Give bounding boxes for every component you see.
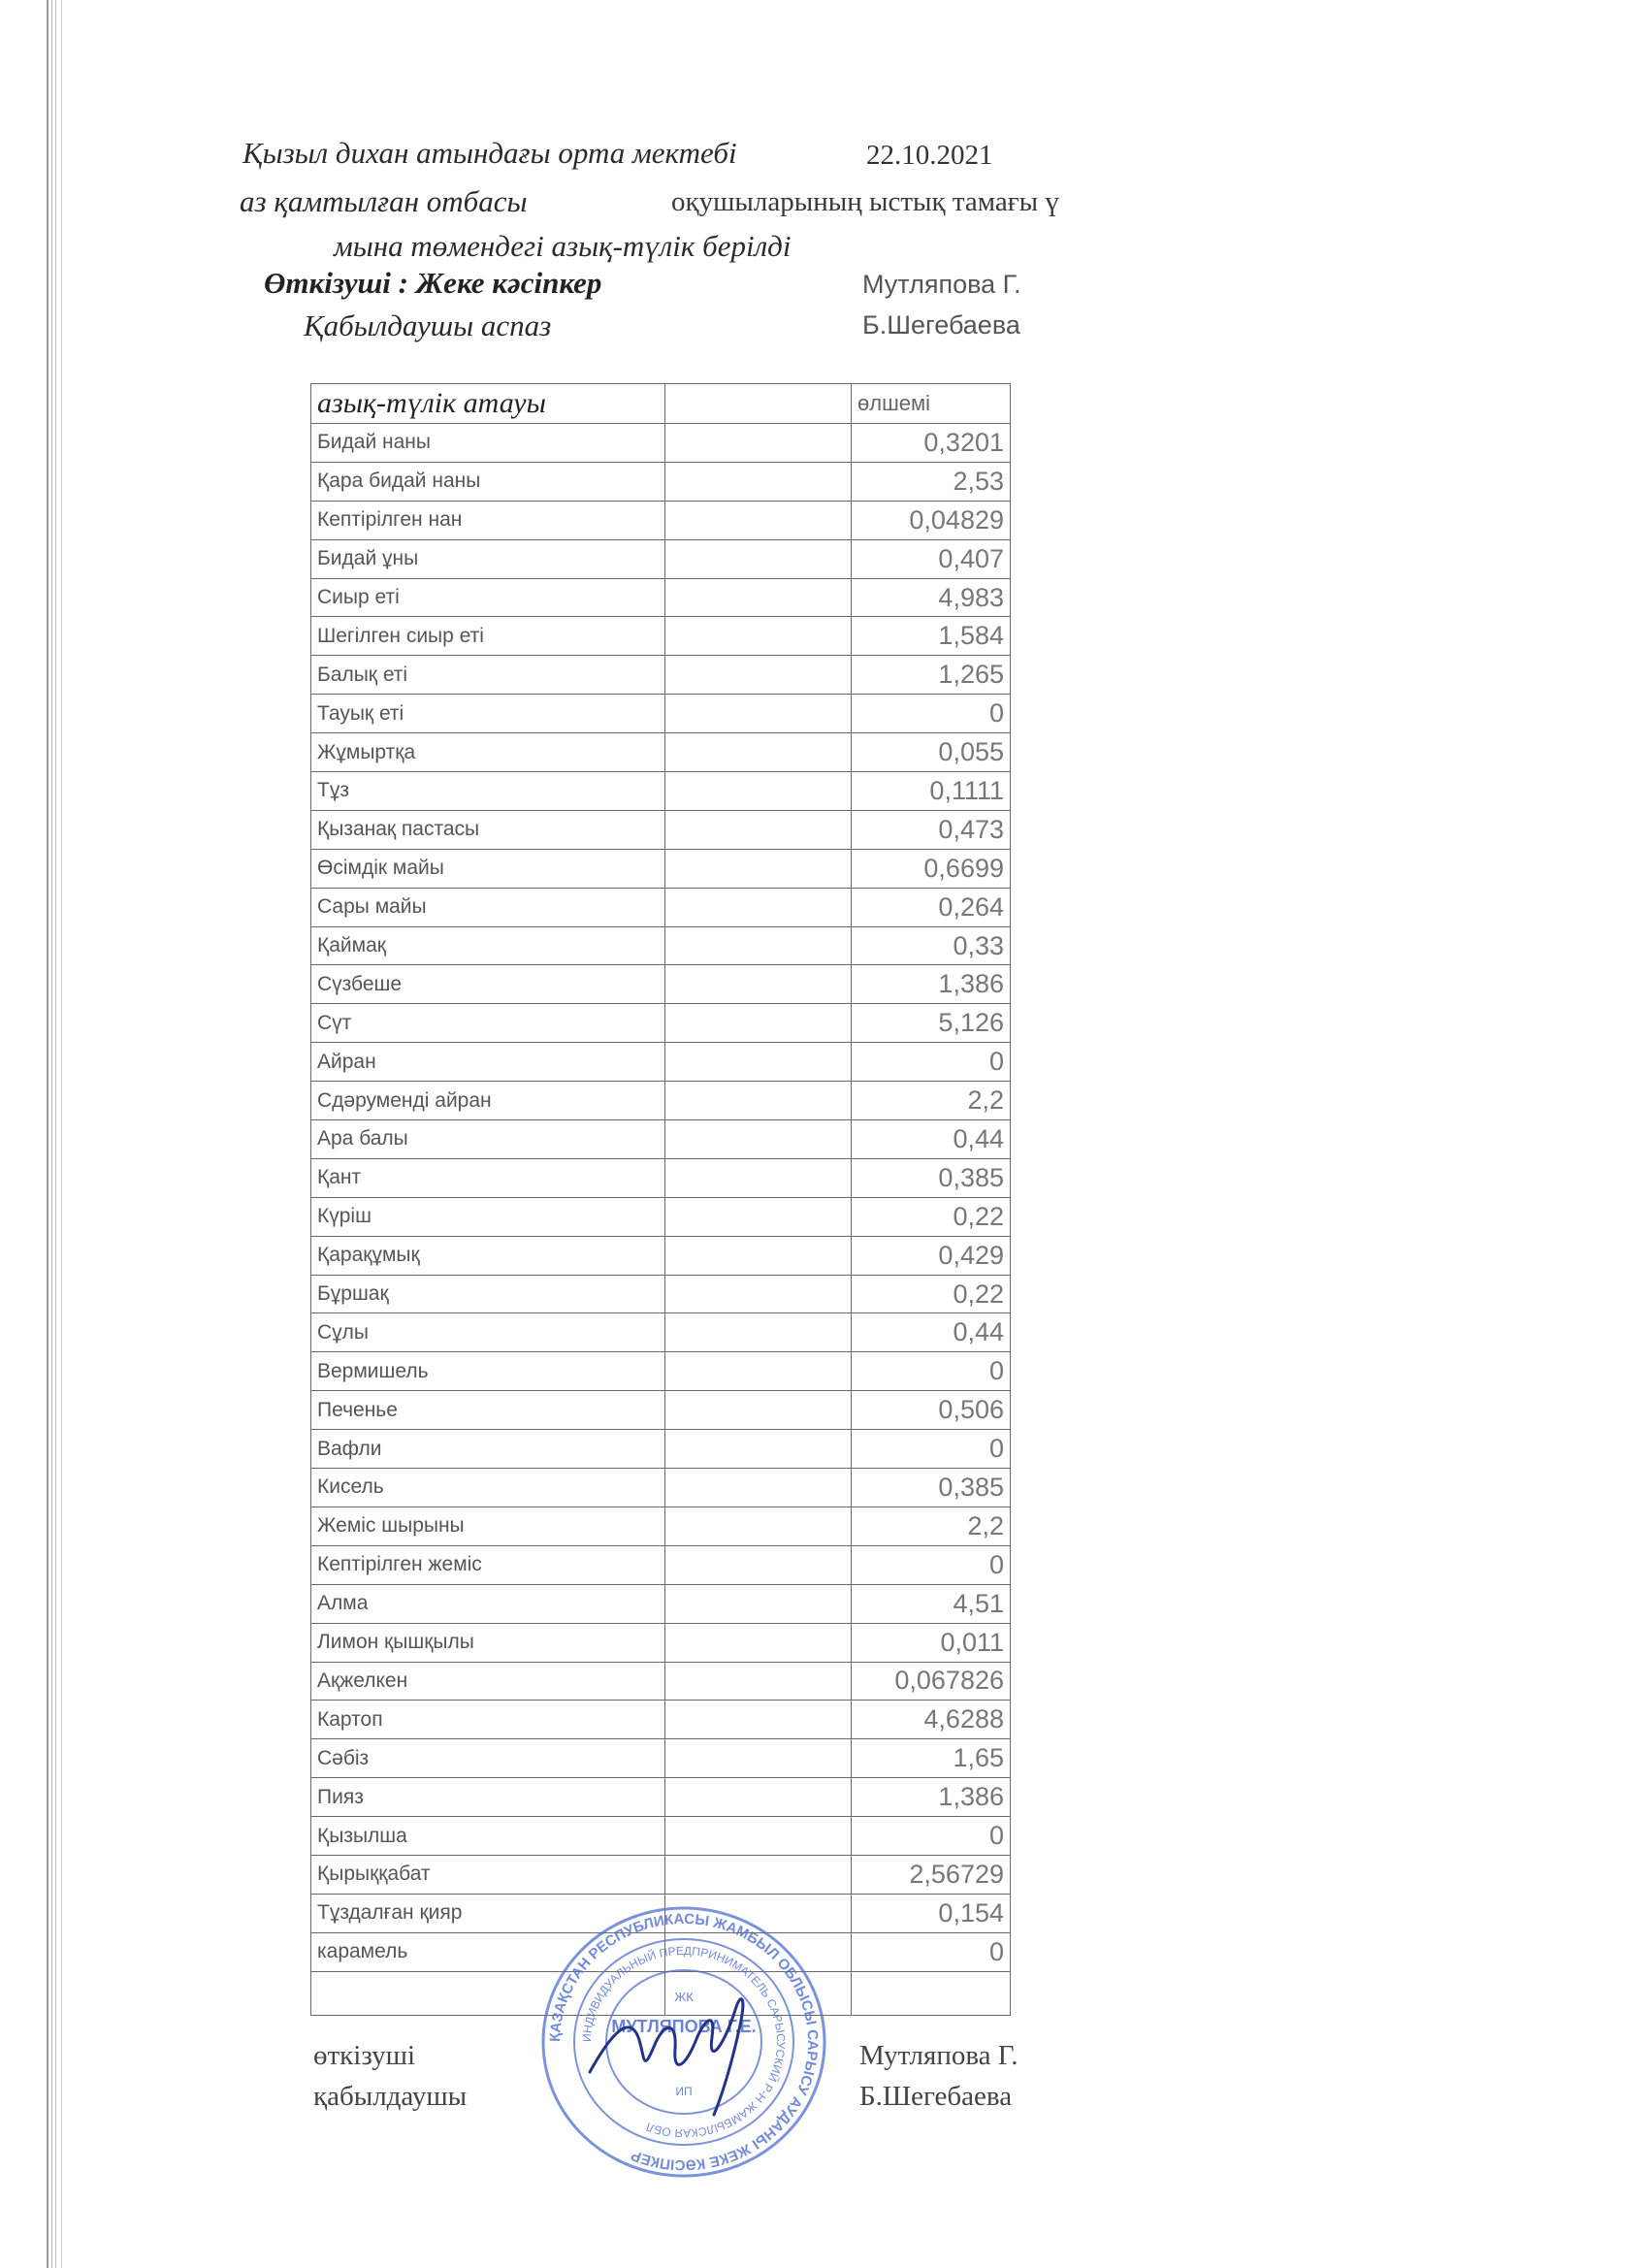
table-row <box>311 926 1011 965</box>
item-name: Алма <box>311 1584 665 1623</box>
table-row <box>311 424 1011 463</box>
school-title: Қызыл дихан атындағы орта мектебі <box>242 136 737 170</box>
food-items-table <box>310 383 1011 2016</box>
table-row <box>311 1430 1011 1469</box>
table-row <box>311 1197 1011 1236</box>
footer-supplier-name: Мутляпова Г. <box>859 2040 1018 2071</box>
empty-cell <box>665 1739 852 1778</box>
item-name: Жұмыртқа <box>311 733 665 772</box>
empty-cell <box>665 656 852 695</box>
receiver-name: Б.Шегебаева <box>862 310 1020 340</box>
item-name: Қант <box>311 1158 665 1197</box>
empty-cell <box>665 849 852 888</box>
item-value: 0,04829 <box>852 501 1011 539</box>
empty-cell <box>665 1352 852 1391</box>
item-name: Сары майы <box>311 888 665 926</box>
table-header-row <box>311 384 1011 424</box>
empty-cell <box>665 424 852 463</box>
item-name: Лимон қышқылы <box>311 1623 665 1662</box>
empty-cell <box>665 1236 852 1275</box>
table-row <box>311 849 1011 888</box>
table-row <box>311 1120 1011 1159</box>
header-line2-rest: оқушыларының ыстық тамағы ү <box>671 186 1059 217</box>
item-value: 1,584 <box>852 617 1011 656</box>
empty-cell <box>665 1120 852 1159</box>
column-header-name: азық-түлік атауы <box>311 384 665 424</box>
empty-cell <box>665 1043 852 1082</box>
item-name: Вермишель <box>311 1352 665 1391</box>
item-name: Балық еті <box>311 656 665 695</box>
item-value: 0,22 <box>852 1275 1011 1313</box>
table-row <box>311 1855 1011 1894</box>
item-value: 0,22 <box>852 1197 1011 1236</box>
item-value: 0,407 <box>852 539 1011 578</box>
empty-cell <box>665 1662 852 1701</box>
empty-cell <box>665 1004 852 1043</box>
empty-cell <box>665 578 852 617</box>
item-value: 0,33 <box>852 926 1011 965</box>
empty-cell <box>665 772 852 811</box>
item-name: Қаймақ <box>311 926 665 965</box>
item-name: Сиыр еті <box>311 578 665 617</box>
item-value: 1,65 <box>852 1739 1011 1778</box>
footer-supplier-label: өткізуші <box>313 2040 416 2071</box>
item-value: 1,386 <box>852 1778 1011 1817</box>
table-row <box>311 1623 1011 1662</box>
table-row <box>311 1004 1011 1043</box>
table-row <box>311 1469 1011 1507</box>
empty-cell <box>665 1430 852 1469</box>
empty-cell <box>665 539 852 578</box>
item-name: Кептірілген нан <box>311 501 665 539</box>
table-row <box>311 1236 1011 1275</box>
empty-cell <box>665 1507 852 1545</box>
empty-cell <box>665 1817 852 1856</box>
item-name: Сәбіз <box>311 1739 665 1778</box>
item-value: 0,1111 <box>852 772 1011 811</box>
empty-cell <box>665 462 852 501</box>
stamp-outer-text: ҚАЗАҚСТАН РЕСПУБЛИКАСЫ ЖАМБЫЛ ОБЛЫСЫ САРЫСУ АУДАНЫ ЖЕКЕ КӘСІПКЕР <box>546 1910 822 2174</box>
item-value: 0,385 <box>852 1469 1011 1507</box>
column-header-measure: өлшемі <box>852 384 1011 424</box>
item-value: 0 <box>852 1932 1011 1971</box>
table-row <box>311 810 1011 849</box>
item-name: Шегілген сиыр еті <box>311 617 665 656</box>
item-name: Қырыққабат <box>311 1855 665 1894</box>
empty-cell <box>665 1855 852 1894</box>
item-name: Өсімдік майы <box>311 849 665 888</box>
empty-cell <box>665 1584 852 1623</box>
item-name: Пияз <box>311 1778 665 1817</box>
item-value: 0,385 <box>852 1158 1011 1197</box>
table-row <box>311 1778 1011 1817</box>
table-row <box>311 1391 1011 1430</box>
empty-cell <box>665 1197 852 1236</box>
empty-cell <box>665 1701 852 1739</box>
table-row <box>311 888 1011 926</box>
item-name: Ақжелкен <box>311 1662 665 1701</box>
stamp-bottom-mark: ИП <box>675 2085 693 2098</box>
item-name: Бұршақ <box>311 1275 665 1313</box>
table-row <box>311 656 1011 695</box>
table-row <box>311 1507 1011 1545</box>
item-name: Тұз <box>311 772 665 811</box>
empty-cell <box>665 501 852 539</box>
empty-cell <box>665 810 852 849</box>
table-row <box>311 501 1011 539</box>
item-value: 0,44 <box>852 1313 1011 1352</box>
item-name: Кисель <box>311 1469 665 1507</box>
item-value: 0,264 <box>852 888 1011 926</box>
item-name: Тұздалған қияр <box>311 1894 665 1932</box>
item-value: 0,154 <box>852 1894 1011 1932</box>
item-value: 0 <box>852 1430 1011 1469</box>
empty-cell <box>665 1391 852 1430</box>
stamp-inner-text: ИНДИВИДУАЛЬНЫЙ ПРЕДПРИНИМАТЕЛЬ САРЫСУСКИЙ Р-Н ЖАМБЫЛСКАЯ ОБЛ <box>579 1943 789 2141</box>
item-name: Күріш <box>311 1197 665 1236</box>
table-row <box>311 1275 1011 1313</box>
table-row <box>311 772 1011 811</box>
table-row <box>311 1662 1011 1701</box>
table-row <box>311 1082 1011 1120</box>
item-value: 0 <box>852 1043 1011 1082</box>
item-name: Ара балы <box>311 1120 665 1159</box>
table-row <box>311 539 1011 578</box>
empty-cell <box>665 1545 852 1584</box>
item-name: Сұлы <box>311 1313 665 1352</box>
table-row <box>311 578 1011 617</box>
table-row <box>311 1313 1011 1352</box>
empty-cell <box>665 926 852 965</box>
empty-cell <box>665 1469 852 1507</box>
table-row <box>311 965 1011 1004</box>
item-value: 0 <box>852 1352 1011 1391</box>
table-row <box>311 1545 1011 1584</box>
table-row <box>311 617 1011 656</box>
item-name: Қызылша <box>311 1817 665 1856</box>
empty-cell <box>665 733 852 772</box>
item-value: 1,386 <box>852 965 1011 1004</box>
round-seal-stamp <box>534 1901 834 2183</box>
item-value: 0,44 <box>852 1120 1011 1159</box>
table-row <box>311 695 1011 733</box>
table-row <box>311 1352 1011 1391</box>
receiver-label: Қабылдаушы аспаз <box>304 308 552 342</box>
item-value: 0 <box>852 695 1011 733</box>
item-name: карамель <box>311 1932 665 1971</box>
item-name: Қара бидай наны <box>311 462 665 501</box>
header-line3: мына төмендегі азық-түлік берілді <box>334 229 792 263</box>
stamp-center-name: МУТЛЯПОВА Г.Е. <box>611 2017 757 2036</box>
supplier-name: Мутляпова Г. <box>862 270 1021 299</box>
empty-cell <box>852 1971 1011 2015</box>
header-line2-italic: аз қамтылған отбасы <box>240 184 528 218</box>
table-row <box>311 733 1011 772</box>
table-row <box>311 1701 1011 1739</box>
item-name: Айран <box>311 1043 665 1082</box>
item-value: 0 <box>852 1817 1011 1856</box>
table-row <box>311 1817 1011 1856</box>
item-value: 1,265 <box>852 656 1011 695</box>
item-name: Картоп <box>311 1701 665 1739</box>
empty-cell <box>665 888 852 926</box>
stamp-top-mark: ЖК <box>674 1990 694 2004</box>
item-value: 2,2 <box>852 1507 1011 1545</box>
empty-cell <box>665 617 852 656</box>
table-row <box>311 1739 1011 1778</box>
item-name: Сдәруменді айран <box>311 1082 665 1120</box>
item-value: 4,6288 <box>852 1701 1011 1739</box>
empty-cell <box>665 1778 852 1817</box>
item-name: Вафли <box>311 1430 665 1469</box>
table-row <box>311 1158 1011 1197</box>
empty-cell <box>665 1082 852 1120</box>
item-name: Сүзбеше <box>311 965 665 1004</box>
supplier-label: Өткізуші : Жеке кәсіпкер <box>264 266 602 300</box>
empty-cell <box>665 1158 852 1197</box>
item-value: 5,126 <box>852 1004 1011 1043</box>
table-row <box>311 1043 1011 1082</box>
item-name: Кептірілген жеміс <box>311 1545 665 1584</box>
item-value: 2,56729 <box>852 1855 1011 1894</box>
column-header-empty <box>665 384 852 424</box>
document-date: 22.10.2021 <box>866 140 993 171</box>
item-value: 0,473 <box>852 810 1011 849</box>
table-row <box>311 1584 1011 1623</box>
scan-edge-lines <box>0 0 70 2268</box>
item-value: 4,983 <box>852 578 1011 617</box>
empty-cell <box>665 1313 852 1352</box>
item-name: Бидай ұны <box>311 539 665 578</box>
footer-receiver-name: Б.Шегебаева <box>859 2081 1013 2112</box>
item-name: Сүт <box>311 1004 665 1043</box>
item-value: 0,506 <box>852 1391 1011 1430</box>
empty-cell <box>665 1275 852 1313</box>
item-name: Тауық еті <box>311 695 665 733</box>
item-value: 4,51 <box>852 1584 1011 1623</box>
item-name: Печенье <box>311 1391 665 1430</box>
empty-cell <box>665 965 852 1004</box>
item-value: 0,3201 <box>852 424 1011 463</box>
item-name: Қызанақ пастасы <box>311 810 665 849</box>
empty-cell <box>665 695 852 733</box>
item-value: 2,53 <box>852 462 1011 501</box>
item-name: Қарақұмық <box>311 1236 665 1275</box>
empty-cell <box>665 1623 852 1662</box>
item-value: 0,429 <box>852 1236 1011 1275</box>
item-value: 0,011 <box>852 1623 1011 1662</box>
item-value: 0,6699 <box>852 849 1011 888</box>
footer-receiver-label: қабылдаушы <box>313 2081 468 2112</box>
item-name: Жеміс шырыны <box>311 1507 665 1545</box>
item-value: 2,2 <box>852 1082 1011 1120</box>
table-row <box>311 462 1011 501</box>
item-name: Бидай наны <box>311 424 665 463</box>
item-value: 0 <box>852 1545 1011 1584</box>
item-value: 0,055 <box>852 733 1011 772</box>
item-value: 0,067826 <box>852 1662 1011 1701</box>
